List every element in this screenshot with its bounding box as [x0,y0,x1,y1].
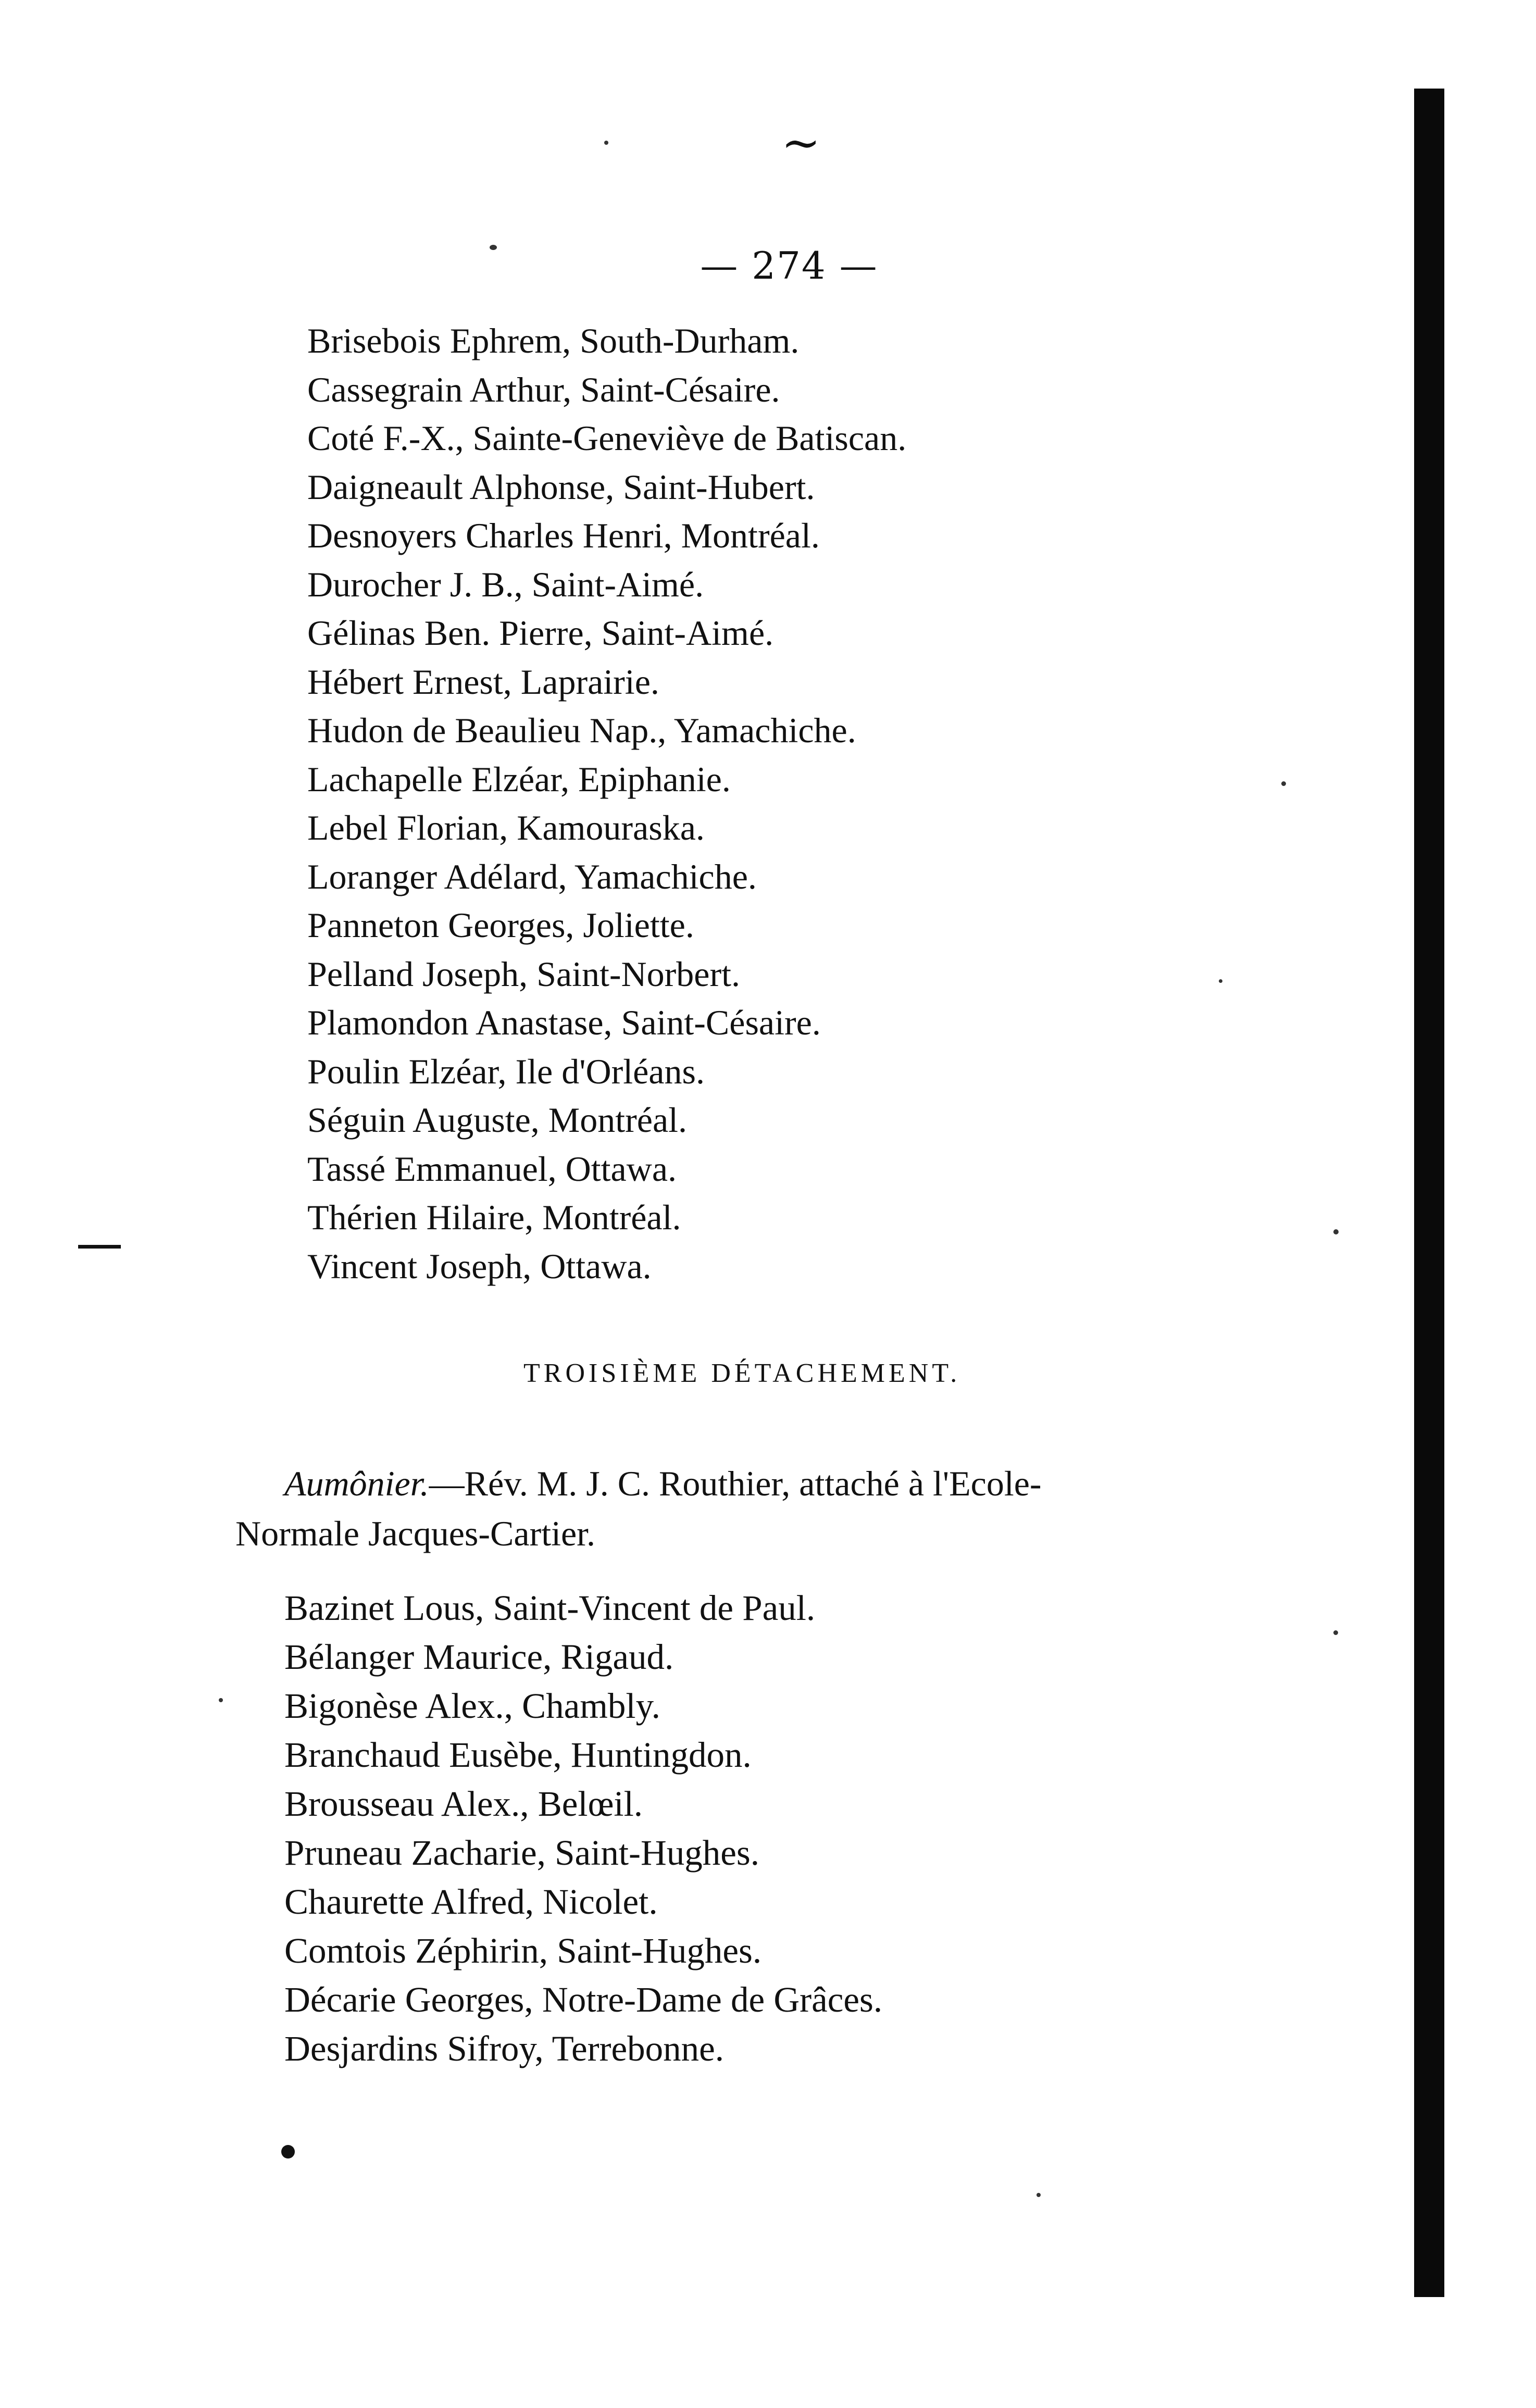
list-item: Brousseau Alex., Belœil. [284,1784,643,1824]
list-item: Plamondon Anastase, Saint-Césaire. [307,1003,821,1042]
chaplain-entry [235,1458,1326,1558]
list-item: Séguin Auguste, Montréal. [307,1100,688,1140]
section-heading: TROISIÈME DÉTACHEMENT. [523,1358,961,1388]
list-item: Hudon de Beaulieu Nap., Yamachiche. [307,710,856,750]
list-item: Loranger Adélard, Yamachiche. [307,856,757,896]
list-item: Desjardins Sifroy, Terrebonne. [284,2029,725,2068]
list-item: Brisebois Ephrem, South-Durham. [307,321,800,360]
speck [219,1698,223,1702]
list-item: Gélinas Ben. Pierre, Saint-Aimé. [307,613,774,653]
list-item: Vincent Joseph, Ottawa. [307,1246,652,1286]
list-item: Chaurette Alfred, Nicolet. [284,1882,658,1922]
page-number: — 274 — [700,244,878,288]
second-name-list [284,1583,882,2073]
speck [1333,1229,1339,1234]
speck [1281,781,1286,786]
speck [490,245,497,250]
list-item: Branchaud Eusèbe, Huntingdon. [284,1735,752,1775]
margin-mark [78,1245,121,1249]
list-item: Panneton Georges, Joliette. [307,905,694,945]
speck [1219,979,1222,983]
speck [1037,2193,1041,2197]
speck [1333,1630,1338,1635]
list-item: Bazinet Lous, Saint-Vincent de Paul. [284,1588,816,1628]
first-name-list [307,317,906,1291]
list-item: Hébert Ernest, Laprairie. [307,662,659,702]
binding-shadow [1414,89,1444,2297]
chaplain-line1: Rév. M. J. C. Routhier, attaché à l'Ecole- [464,1464,1042,1503]
list-item: Bélanger Maurice, Rigaud. [284,1637,674,1677]
list-item: Daigneault Alphonse, Saint-Hubert. [307,467,815,507]
list-item: Décarie Georges, Notre-Dame de Grâces. [284,1980,883,2019]
list-item: Cassegrain Arthur, Saint-Césaire. [307,369,780,409]
chaplain-role: Aumônier. [284,1464,429,1503]
list-item: Lachapelle Elzéar, Epiphanie. [307,759,731,799]
list-item: Lebel Florian, Kamouraska. [307,808,705,847]
bullet-mark [281,2145,295,2159]
list-item: Desnoyers Charles Henri, Montréal. [307,516,820,555]
list-item: Poulin Elzéar, Ile d'Orléans. [307,1051,705,1091]
list-item: Pruneau Zacharie, Saint-Hughes. [284,1833,760,1873]
list-item: Durocher J. B., Saint-Aimé. [307,564,704,604]
chaplain-dash: — [429,1464,465,1503]
list-item: Pelland Joseph, Saint-Norbert. [307,954,740,994]
flourish-ornament: ∼ [781,116,821,170]
list-item: Comtois Zéphirin, Saint-Hughes. [284,1931,762,1970]
chaplain-line2: Normale Jacques-Cartier. [235,1514,596,1553]
speck [604,141,608,145]
list-item: Coté F.-X., Sainte-Geneviève de Batiscan. [307,418,907,458]
list-item: Thérien Hilaire, Montréal. [307,1197,681,1237]
list-item: Bigonèse Alex., Chambly. [284,1686,660,1726]
list-item: Tassé Emmanuel, Ottawa. [307,1149,677,1189]
